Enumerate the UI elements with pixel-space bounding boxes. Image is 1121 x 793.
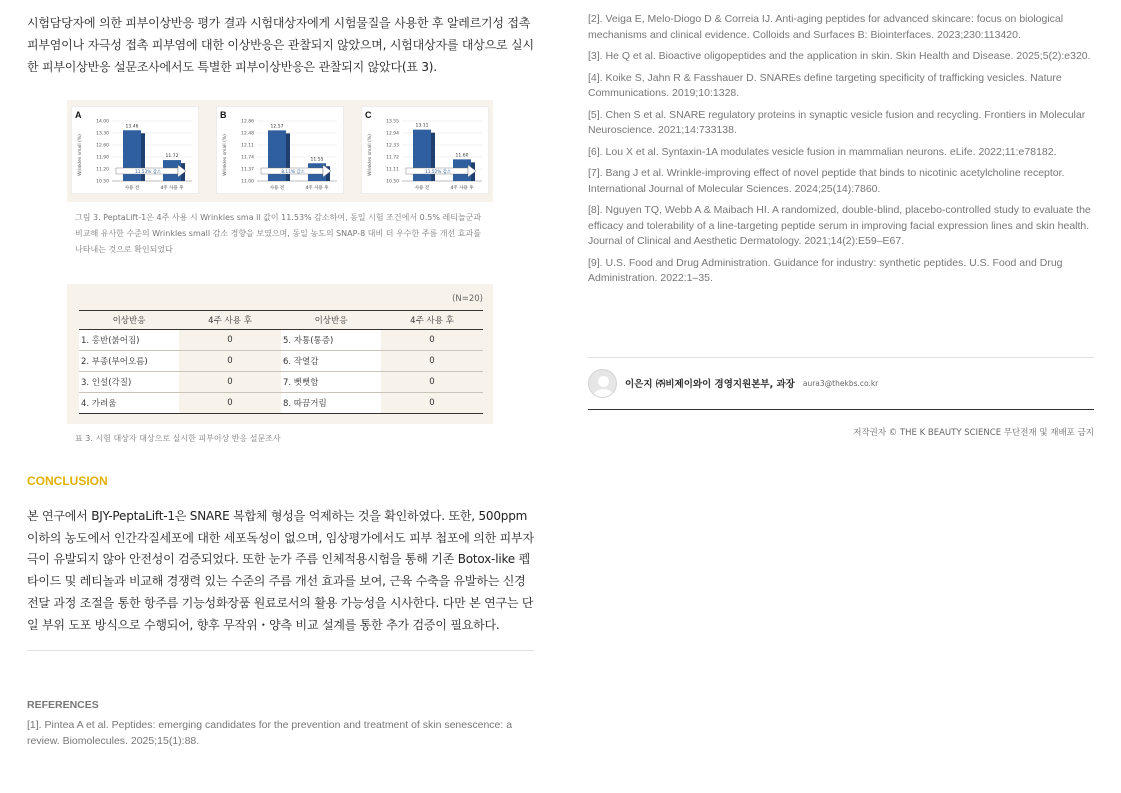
table-cell: 0 <box>381 330 483 351</box>
table-cell: 0 <box>381 393 483 414</box>
y-axis-label: Wrinkles small (%) <box>368 134 373 176</box>
table-cell: 0 <box>381 351 483 372</box>
x-tick-label: 사용 전 <box>124 186 140 191</box>
table-cell: 4. 가려움 <box>79 393 179 414</box>
reference-item: [5]. Chen S et al. SNARE regulatory proteins in synaptic vesicle fusion and recycling. Frontiers in Molecular Neuroscience. 2021;14:733138. <box>588 108 1086 136</box>
y-tick-label: 13.55 <box>386 119 399 125</box>
figure-3 <box>67 100 493 202</box>
table-header: 4주 사용 후 <box>179 311 281 330</box>
y-tick-label: 11.72 <box>386 155 399 161</box>
x-tick-label: 사용 전 <box>269 186 285 191</box>
chart-panel-c <box>361 106 489 194</box>
left-column <box>27 12 534 749</box>
y-tick-label: 10.50 <box>386 179 399 185</box>
panel-letter: B <box>220 110 227 120</box>
data-label: 11.55 <box>310 157 324 163</box>
y-tick-label: 12.11 <box>241 143 254 149</box>
table-cell: 0 <box>179 393 281 414</box>
y-tick-label: 10.50 <box>96 179 109 185</box>
adverse-reaction-table <box>79 310 483 414</box>
table-cell: 5. 자통(통증) <box>281 330 381 351</box>
change-label: 8.11% 감소 <box>281 169 305 175</box>
intro-paragraph: 시험담당자에 의한 피부이상반응 평가 결과 시험대상자에게 시험물질을 사용한 후 알레르기성 접촉 피부염이나 자극성 접촉 피부염에 대한 이상반응은 관찰되지 않았으며, 시험대상자를 대상으로 실시한 피부이상반응 설문조사에서도 특별한 피부이상반응은 관찰되지 않았다(표 3). <box>27 16 534 74</box>
table-row <box>79 372 483 393</box>
panel-letter: C <box>365 110 372 120</box>
y-tick-label: 14.00 <box>96 119 109 125</box>
table-cell: 2. 부종(부어오름) <box>79 351 179 372</box>
chart-a-svg <box>72 107 200 195</box>
table-header: 이상반응 <box>281 311 381 330</box>
table-3 <box>67 284 493 424</box>
y-tick-label: 12.86 <box>241 119 254 125</box>
chart-b-svg <box>217 107 345 195</box>
change-label: 11.52% 감소 <box>424 169 452 175</box>
y-tick-label: 11.00 <box>241 179 254 185</box>
data-label: 13.46 <box>125 124 139 130</box>
data-label: 11.72 <box>165 154 179 160</box>
section-divider <box>27 650 534 651</box>
change-label: 11.53% 감소 <box>134 169 162 175</box>
y-tick-label: 11.74 <box>241 155 254 161</box>
data-label: 12.57 <box>270 124 284 130</box>
table-cell: 0 <box>179 372 281 393</box>
table-header-row <box>79 311 483 330</box>
author-email[interactable]: aura3@thekbs.co.kr <box>802 378 879 388</box>
x-tick-label: 4주 사용 후 <box>160 186 184 191</box>
conclusion-heading: CONCLUSION <box>27 474 108 488</box>
chart-panel-a <box>71 106 199 194</box>
reference-item: [6]. Lou X et al. Syntaxin-1A modulates vesicle fusion in mammalian neurons. eLife. 2022;11:e78182. <box>588 145 1057 158</box>
table-cell: 3. 인설(각질) <box>79 372 179 393</box>
table-header: 이상반응 <box>79 311 179 330</box>
author-byline <box>588 368 1094 398</box>
copyright-notice: 저작권자 © THE K BEAUTY SCIENCE 무단전재 및 재배포 금지 <box>853 428 1094 438</box>
panel-letter: A <box>75 110 82 120</box>
table-row <box>79 351 483 372</box>
table-caption: 표 3. 시험 대상자 대상으로 실시한 피부이상 반응 설문조사 <box>75 434 281 443</box>
table-row <box>79 330 483 351</box>
chart-c-svg <box>362 107 490 195</box>
right-column <box>588 12 1094 293</box>
reference-item: [1]. Pintea A et al. Peptides: emerging candidates for the prevention and treatment of skin senescence: a review. Biomolecules. 2025;15(1):88. <box>27 719 513 747</box>
table-cell: 8. 따끔거림 <box>281 393 381 414</box>
references-heading: REFERENCES <box>27 699 99 712</box>
reference-item: [4]. Koike S, Jahn R & Fasshauer D. SNAREs define targeting specificity of trafficking vesicles. Nature Communications. 2019;10:1328. <box>588 71 1062 99</box>
y-tick-label: 13.30 <box>96 131 109 137</box>
reference-item: [3]. He Q et al. Bioactive oligopeptides and the application in skin. Skin Health and Disease. 2025;5(2):e320. <box>588 50 1091 62</box>
table-cell: 1. 홍반(붉어짐) <box>79 330 179 351</box>
table-header: 4주 사용 후 <box>381 311 483 330</box>
table-cell: 0 <box>179 351 281 372</box>
y-tick-label: 11.20 <box>96 167 109 173</box>
y-tick-label: 11.90 <box>96 155 109 161</box>
y-tick-label: 11.37 <box>241 167 254 173</box>
table-cell: 7. 뻣뻣함 <box>281 372 381 393</box>
y-axis-label: Wrinkles small (%) <box>78 134 83 176</box>
table-row <box>79 393 483 414</box>
table-n-label: (N=20) <box>452 294 483 304</box>
author-divider-top <box>588 357 1094 358</box>
figure-caption: 그림 3. PeptaLift-1은 4주 사용 시 Wrinkles sma ll 값이 11.53% 감소하여, 동일 시험 조건에서 0.5% 레티놀군과 비교해 유사한 수준의 Wrinkles small 감소 경향을 보였으며, 동일 농도의 SNAP-8 대비 더 우수한 주름 개선 효과를 나타내는 것으로 확인되었다 <box>75 213 482 254</box>
y-axis-label: Wrinkles small (%) <box>223 134 228 176</box>
table-cell: 0 <box>179 330 281 351</box>
data-label: 11.60 <box>455 153 469 159</box>
conclusion-paragraph: 본 연구에서 BJY-PeptaLift-1은 SNARE 복합체 형성을 억제하는 것을 확인하였다. 또한, 500ppm 이하의 농도에서 인간각질세포에 대한 세포독성이 없으며, 임상평가에서도 피부 첩포에 의한 피부자극이 유발되지 않아 안전성이 검증되었다. 또한 눈가 주름 인체적용시험을 통해 기존 Botox-like 펩타이드 및 레티놀과 비교해 경쟁력 있는 수준의 주름 개선 효과를 보여, 근육 수축을 유발하는 신경전달 과정 조절을 통한 항주름 기능성화장품 원료로서의 활용 가능성을 시사한다. 다만 본 연구는 단일 부위 도포 방식으로 수행되어, 향후 무작위・양측 비교 설계를 통한 추가 검증이 필요하다. <box>27 509 534 632</box>
y-tick-label: 12.60 <box>96 143 109 149</box>
x-tick-label: 4주 사용 후 <box>305 186 329 191</box>
chart-panel-b <box>216 106 344 194</box>
y-tick-label: 12.94 <box>386 131 399 137</box>
y-tick-label: 11.11 <box>386 167 399 173</box>
x-tick-label: 사용 전 <box>414 186 430 191</box>
table-cell: 6. 작열감 <box>281 351 381 372</box>
data-label: 13.11 <box>415 123 429 129</box>
y-tick-label: 12.48 <box>241 131 254 137</box>
author-divider-bottom <box>588 409 1094 410</box>
reference-item: [8]. Nguyen TQ, Webb A & Maibach HI. A randomized, double-blind, placebo-controlled study to evaluate the efficacy and tolerability of a line-targeting peptide serum in improving facial expression lines and skin health. Journal of Clinical and Aesthetic Dermatology. 2021;14(2):E59–E67. <box>588 204 1091 247</box>
author-name: 이은지 ㈜비제이와이 경영지원본부, 과장 <box>625 379 795 390</box>
table-cell: 0 <box>381 372 483 393</box>
x-tick-label: 4주 사용 후 <box>450 186 474 191</box>
y-tick-label: 12.33 <box>386 143 399 149</box>
reference-item: [2]. Veiga E, Melo-Diogo D & Correia IJ. Anti-aging peptides for advanced skincare: focus on biological mechanisms and clinical evidence. Colloids and Surfaces B: Biointerfaces. 2023;230:113420. <box>588 13 1064 41</box>
reference-item: [7]. Bang J et al. Wrinkle-improving effect of novel peptide that binds to nicotinic acetylcholine receptor. International Journal of Molecular Sciences. 2024;25(14):7860. <box>588 167 1065 195</box>
user-avatar-icon <box>588 369 617 398</box>
reference-item: [9]. U.S. Food and Drug Administration. Guidance for industry: synthetic peptides. U.S. Food and Drug Administration. 2022:1–35. <box>588 256 1063 284</box>
